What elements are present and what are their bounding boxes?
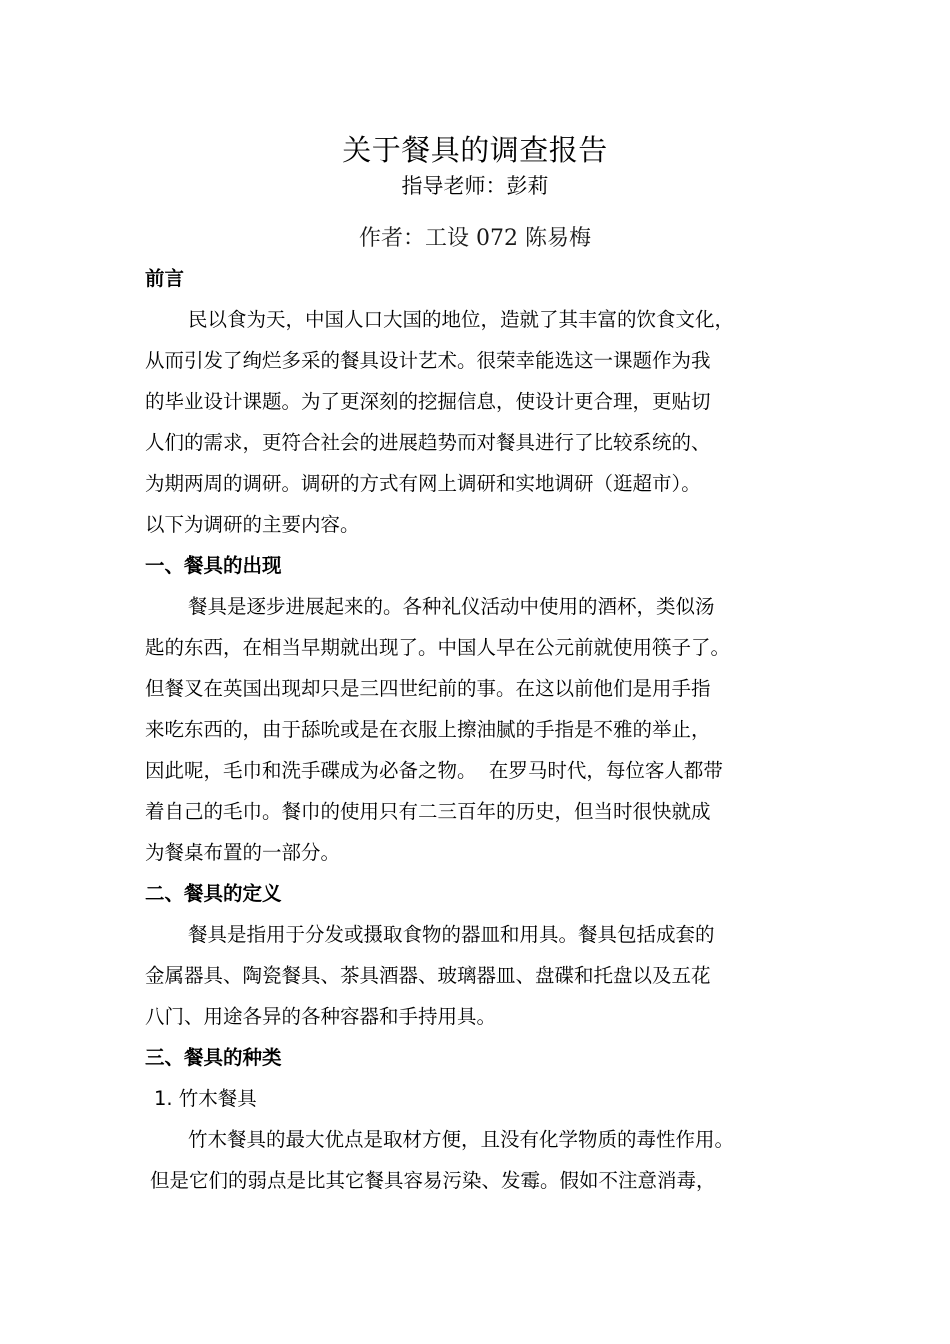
paragraph-line: 餐具是逐步进展起来的。各种礼仪活动中使用的酒杯，类似汤	[188, 595, 715, 618]
section-heading-definition: 二、餐具的定义	[145, 882, 282, 905]
section-heading-preface: 前言	[145, 267, 185, 290]
paragraph-line: 来吃东西的，由于舔吮或是在衣服上擦油腻的手指是不雅的举止，	[145, 718, 711, 741]
paragraph-line: 为期两周的调研。调研的方式有网上调研和实地调研（逛超市）。	[145, 472, 701, 495]
paragraph-line: 但餐叉在英国出现却只是三四世纪前的事。在这以前他们是用手指	[145, 677, 711, 700]
document-title: 关于餐具的调查报告	[342, 133, 608, 167]
paragraph-line: 的毕业设计课题。为了更深刻的挖掘信息，使设计更合理，更贴切	[145, 390, 711, 413]
paragraph-line: 匙的东西，在相当早期就出现了。中国人早在公元前就使用筷子了。	[145, 636, 731, 659]
paragraph-line: 但是它们的弱点是比其它餐具容易污染、发霉。假如不注意消毒，	[150, 1169, 716, 1192]
section-heading-origin: 一、餐具的出现	[145, 554, 282, 577]
sub-heading-bamboo: 1. 竹木餐具	[154, 1087, 257, 1110]
report-body	[145, 258, 825, 1201]
paragraph-line: 竹木餐具的最大优点是取材方便，且没有化学物质的毒性作用。	[188, 1128, 735, 1151]
author-line: 作者：工设 072 陈易梅	[359, 226, 591, 251]
paragraph-line: 人们的需求，更符合社会的进展趋势而对餐具进行了比较系统的、	[145, 431, 711, 454]
paragraph-line: 从而引发了绚烂多采的餐具设计艺术。很荣幸能选这一课题作为我	[145, 349, 711, 372]
paragraph-line: 餐具是指用于分发或摄取食物的器皿和用具。餐具包括成套的	[188, 923, 715, 946]
paragraph-line: 金属器具、陶瓷餐具、茶具酒器、玻璃器皿、盘碟和托盘以及五花	[145, 964, 711, 987]
paragraph-line: 八门、用途各异的各种容器和手持用具。	[145, 1005, 497, 1028]
paragraph-line: 为餐桌布置的一部分。	[145, 841, 341, 864]
section-heading-types: 三、餐具的种类	[145, 1046, 282, 1069]
paragraph-line: 民以食为天，中国人口大国的地位，造就了其丰富的饮食文化，	[188, 308, 735, 331]
paragraph-line: 因此呢，毛巾和洗手碟成为必备之物。 在罗马时代，每位客人都带	[145, 759, 723, 782]
paragraph-line: 以下为调研的主要内容。	[145, 513, 360, 536]
advisor-line: 指导老师：彭莉	[401, 174, 549, 198]
paragraph-line: 着自己的毛巾。餐巾的使用只有二三百年的历史，但当时很快就成	[145, 800, 711, 823]
